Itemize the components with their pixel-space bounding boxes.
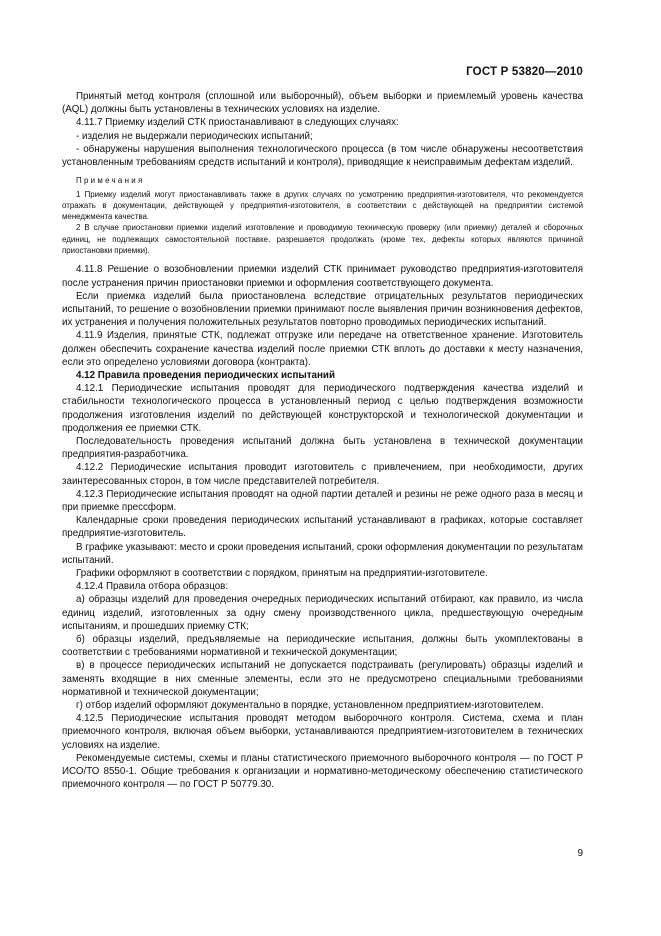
- list-item: - изделия не выдержали периодических испытаний;: [76, 130, 313, 142]
- paragraph: 4.12.4 Правила отбора образцов:: [76, 581, 229, 593]
- paragraph: Последовательность проведения испытаний должна быть установлена в технической документации предприятия-разработчика.: [62, 435, 583, 461]
- page-number: 9: [577, 848, 583, 859]
- note-item: 2 В случае приостановки приемки изделий изготовление и проводимую техническую проверку (или приемку) деталей и сборочных единиц, не подлежащих самостоятельной поставке, разрешается продолжать (кроме тех, дефекты которых являются причиной приостановки приемки).: [62, 223, 583, 255]
- paragraph: Рекомендуемые системы, схемы и планы статистического приемочного выборочного контроля — по ГОСТ Р ИСО/ТО 8550-1. Общие требования к организации и нормативно-методическому обеспечению статистического приемочного контроля — по ГОСТ Р 50779.30.: [62, 752, 583, 791]
- paragraph: Если приемка изделий была приостановлена вследствие отрицательных результатов периодических испытаний, то решение о возобновлении приемки принимают после выявления причин возникновения дефектов, их устранения и получения положительных результатов повторно проводимых периодических испытаний.: [62, 290, 583, 329]
- document-header: ГОСТ Р 53820—2010: [466, 66, 583, 78]
- paragraph: 4.11.7 Приемку изделий СТК приостанавливают в следующих случаях:: [76, 117, 399, 129]
- paragraph: 4.12.3 Периодические испытания проводят на одной партии деталей и резины не реже одного раза в месяц и при приемке прессформ.: [62, 488, 583, 513]
- paragraph: Календарные сроки проведения периодических испытаний устанавливают в графиках, которые составляет предприятие-изготовитель.: [62, 515, 583, 540]
- note-item: 1 Приемку изделий могут приостанавливать также в других случаях по усмотрению предприятия-изготовителя, что рекомендуется отражать в документации, действующей у предприятия-изготовителя, в соответствии с действующей на предприятии системой менеджмента качества.: [62, 189, 583, 222]
- paragraph: 4.11.8 Решение о возобновлении приемки изделий СТК принимает руководство предприятия-изготовителя после устранения причин приостановки приемки и оформления соответствующего документа.: [62, 264, 583, 289]
- notes-title: Примечания: [76, 176, 145, 186]
- paragraph: Графики оформляют в соответствии с порядком, принятым на предприятии-изготовителе.: [76, 567, 488, 579]
- list-item: - обнаружены нарушения выполнения технологического процесса (в том числе обнаружены несоответствия установленным требованиям средств испытаний и контроля), приводящие к неисправимым дефектам изделий.: [62, 143, 583, 169]
- paragraph: 4.11.9 Изделия, принятые СТК, подлежат отгрузке или передаче на ответственное хранение. Изготовитель должен обеспечить сохранение качества изделий после приемки СТК вплоть до доставки к месту назначения, если это определено условиями договора (контракта).: [62, 330, 583, 368]
- paragraph: В графике указывают: место и сроки проведения испытаний, сроки оформления документации по результатам испытаний.: [62, 541, 583, 566]
- paragraph: 4.12.5 Периодические испытания проводят методом выборочного контроля. Система, схема и план приемочного контроля, включая объем выборки, устанавливаются предприятием-изготовителем в технических условиях на изделие.: [62, 713, 583, 751]
- list-item: в) в процессе периодических испытаний не допускается подстраивать (регулировать) образцы изделий и заменять входящие в них сменные элементы, если это не предусмотрено специальными требованиями нормативной и технической документации;: [62, 660, 583, 698]
- paragraph: 4.12.2 Периодические испытания проводит изготовитель с привлечением, при необходимости, других заинтересованных сторон, в том числе представителей потребителя.: [62, 462, 583, 487]
- list-item: г) отбор изделий оформляют документально в порядке, установленном предприятием-изготовителем.: [76, 700, 544, 711]
- list-item: б) образцы изделий, предъявляемые на периодические испытания, должны быть укомплектованы в соответствии с требованиями нормативной и технической документации;: [62, 633, 583, 659]
- paragraph: Принятый метод контроля (сплошной или выборочный), объем выборки и приемлемый уровень качества (AQL) должны быть установлены в технических условиях на изделие.: [62, 91, 583, 116]
- list-item: а) образцы изделий для проведения очередных периодических испытаний отбирают, как правило, из числа единиц изделий, изготовленных за одну смену производственного цикла, предшествующую очередным испытаниям, и прошедших приемку СТК;: [62, 594, 583, 632]
- document-body: [62, 90, 583, 791]
- paragraph: 4.12.1 Периодические испытания проводят для периодического подтверждения качества изделий и стабильности технологического процесса в установленный период с целью подтверждения возможности продолжения изготовления изделий по действующей конструкторской и технологической документации и продолжения ее приемки СТК.: [62, 383, 583, 434]
- notes-block: [62, 175, 583, 256]
- section-title: 4.12 Правила проведения периодических испытаний: [76, 369, 335, 381]
